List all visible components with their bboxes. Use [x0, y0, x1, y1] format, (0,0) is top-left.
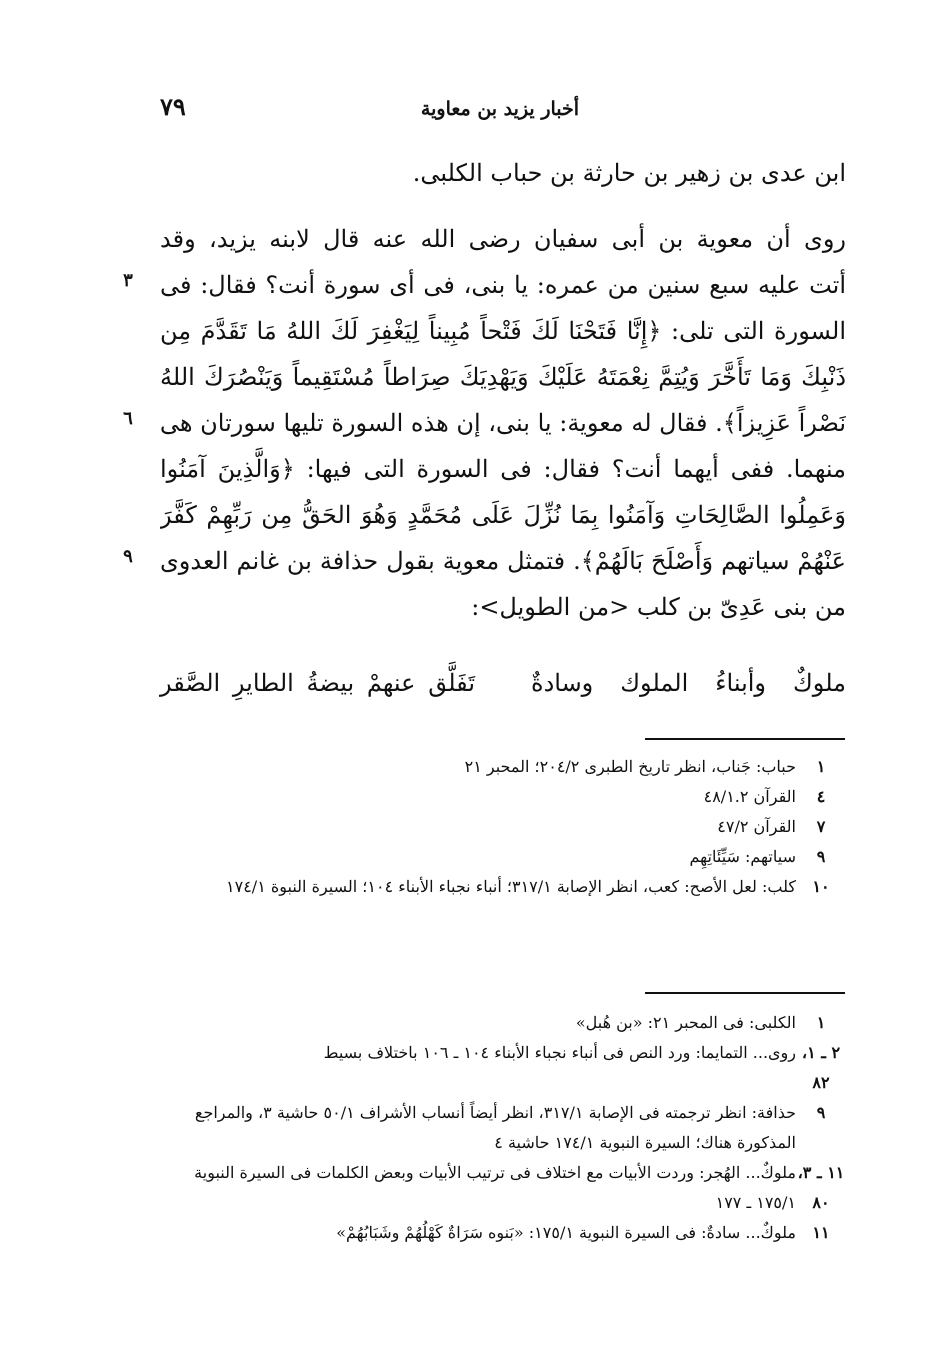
note-line-ref: ١١ ـ ٣، ٨٠: [797, 1163, 845, 1212]
note-row: [160, 1008, 846, 1038]
note-line-ref: ٢ ـ ١، ٨٢: [801, 1043, 841, 1092]
page-number: ٧٩: [160, 92, 186, 121]
main-text: [160, 150, 846, 630]
apparatus-notes-1: [160, 752, 846, 902]
note-text: حذافة: انظر ترجمته فى الإصابة ٣١٧/١، انظر أيضاً أنساب الأشراف ٥٠/١ حاشية ٣، والمراجع المذكورة هناك؛ السيرة النبوية ١٧٤/١ حاشية ٤: [194, 1103, 796, 1152]
text-line-8: وَعَمِلُوا الصَّالِحَاتِ وَآمَنُوا بِمَا نُزِّلَ عَلَى مُحَمَّدٍ وَهُوَ الحَقُّ مِن رَبِّهِمْ كَفَّرَ: [160, 501, 846, 529]
note-line-ref: ١: [816, 1013, 826, 1032]
note-row: [160, 1098, 846, 1158]
line-number-9: ٩: [123, 546, 133, 567]
line-number-3: ٣: [123, 270, 133, 291]
poetry-verse: [160, 660, 846, 706]
note-text: ملوكٌ... سادةٌ: فى السيرة النبوية ١٧٥/١: «بَنوه سَرَاةٌ كَهْلُهُمْ وشَبَابُهُمْ»: [336, 1223, 796, 1242]
footnote-divider-2: [645, 992, 845, 994]
verse-second-hemistich: تَفَلَّق عنهمْ بيضةُ الطايرِ الصَّقر: [160, 669, 475, 697]
note-text: الكلبى: فى المحبر ٢١: «بن هُبل»: [575, 1013, 796, 1032]
note-text: ملوكٌ... الهُجر: وردت الأبيات مع اختلاف فى ترتيب الأبيات وبعض الكلمات فى السيرة النبوية ١٧٥/١ ـ ١٧٧: [194, 1163, 796, 1212]
note-text: حباب: جَناب، انظر تاريخ الطبرى ٢٠٤/٢؛ المحبر ٢١: [464, 757, 796, 776]
text-line-4: السورة التى تلى: ﴿إِنَّا فَتَحْنَا لَكَ فَتْحاً مُبِيناً لِيَغْفِرَ لَكَ اللهُ مَا تَقَدَّمَ مِن: [160, 317, 846, 345]
apparatus-notes-2: [160, 1008, 846, 1248]
note-row: [160, 812, 846, 842]
text-line-2: روى أن معوية بن أبى سفيان رضى الله عنه قال لابنه يزيد، وقد: [160, 225, 846, 253]
note-row: [160, 1218, 846, 1248]
verse-first-hemistich: ملوكٌ وأبناءُ الملوك وسادةٌ: [531, 669, 846, 697]
note-text: القرآن ٤٨/١.٢: [703, 787, 796, 806]
running-header-title: أخبار يزيد بن معاوية: [420, 98, 580, 120]
note-line-ref: ١٠: [812, 877, 830, 896]
text-line-5: ذَنْبِكَ وَمَا تَأَخَّرَ وَيُتِمَّ نِعْمَتَهُ عَلَيْكَ وَيَهْدِيَكَ صِرَاطاً مُسْتَقِيماً وَيَنْصُرَكَ اللهُ: [160, 363, 846, 391]
text-line-6: نَصْراً عَزِيزاً﴾. فقال له معوية: يا بنى، إن هذه السورة تليها سورتان هى: [160, 409, 846, 437]
note-line-ref: ٩: [816, 847, 826, 866]
line-number-6: ٦: [123, 408, 133, 429]
text-line-1: ابن عدى بن زهير بن حارثة بن حباب الكلبى.: [412, 159, 846, 187]
text-line-7: منهما. ففى أيهما أنت؟ فقال: فى السورة التى فيها: ﴿وَالَّذِينَ آمَنُوا: [160, 455, 846, 483]
note-line-ref: ٤: [816, 787, 826, 806]
note-row: [160, 872, 846, 902]
text-line-10: من بنى عَدِىّ بن كلب <من الطويل>:: [471, 593, 846, 621]
note-text: سياتهم: سَيِّئَاتِهِم: [689, 847, 796, 866]
note-line-ref: ١١: [812, 1223, 830, 1242]
note-text: روى... التمايما: ورد النص فى أنباء نجباء الأبناء ١٠٤ ـ ١٠٦ باختلاف بسيط: [323, 1043, 796, 1062]
note-text: القرآن ٤٧/٢: [717, 817, 796, 836]
note-line-ref: ٩: [816, 1103, 826, 1122]
note-row: [160, 782, 846, 812]
note-row: [160, 752, 846, 782]
note-line-ref: ٧: [816, 817, 826, 836]
note-row: [160, 1158, 846, 1218]
text-line-9: عَنْهُمْ سياتهم وَأَصْلَحَ بَالَهُمْ﴾. فتمثل معوية بقول حذافة بن غانم العدوى: [160, 547, 846, 575]
note-row: [160, 842, 846, 872]
note-row: [160, 1038, 846, 1098]
footnote-divider-1: [645, 738, 845, 740]
text-line-3: أتت عليه سبع سنين من عمره: يا بنى، فى أى سورة أنت؟ فقال: فى: [160, 271, 846, 299]
note-text: كلب: لعل الأصح: كعب، انظر الإصابة ٣١٧/١؛ أنباء نجباء الأبناء ١٠٤؛ السيرة النبوة ١٧٤/١: [226, 877, 796, 896]
note-line-ref: ١: [816, 757, 826, 776]
